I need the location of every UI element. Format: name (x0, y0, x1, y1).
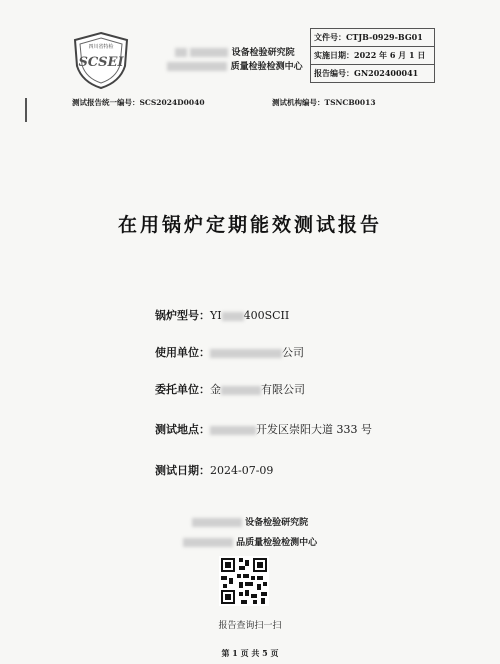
field-client-unit: 委托单位：金 有限公司 (155, 383, 305, 396)
qr-caption: 报告查询扫一扫 (218, 621, 282, 631)
meta-row-text: 报告编号：GN202400041 (311, 65, 435, 83)
meta-row-text: 实施日期：2022 年 6 月 1 日 (311, 47, 435, 65)
logo-arc-text: 四川省特检 (88, 44, 114, 50)
report-title: 在用锅炉定期能效测试报告 (117, 214, 382, 236)
unified-report-number: 测试报告统一编号：SCS2024D0040 (72, 98, 205, 107)
meta-row-text: 文件号：CTJB-0929-BG01 (311, 29, 435, 47)
issuing-institute (150, 45, 320, 58)
footer-institute-text: 设备检验研究院 (245, 518, 309, 528)
page-number: 第 1 页 共 5 页 (221, 648, 279, 658)
meta-row (311, 29, 435, 47)
issuing-institute-text: 设备检验研究院 (231, 48, 295, 58)
margin-mark (25, 98, 27, 122)
scsei-logo-icon (70, 30, 132, 90)
field-user-unit: 使用单位： 公司 (155, 346, 304, 359)
issuing-center-text: 质量检验检测中心 (230, 62, 303, 72)
qr-code-icon[interactable] (219, 556, 269, 606)
field-test-location: 测试地点： 开发区崇阳大道 333 号 (155, 423, 372, 436)
field-test-date: 测试日期：2024-07-09 (155, 464, 274, 477)
footer-center-text: 品质量检验检测中心 (236, 538, 318, 548)
issuing-center (150, 59, 320, 72)
agency-number: 测试机构编号：TSNCB0013 (272, 98, 376, 107)
meta-row (311, 47, 435, 65)
document-meta-table (310, 28, 435, 83)
meta-row (311, 65, 435, 83)
footer-institute (150, 515, 350, 528)
field-boiler-model: 锅炉型号：YI 400SCII (155, 309, 290, 322)
footer-center (150, 535, 350, 548)
logo-text: SCSEI (78, 55, 124, 70)
